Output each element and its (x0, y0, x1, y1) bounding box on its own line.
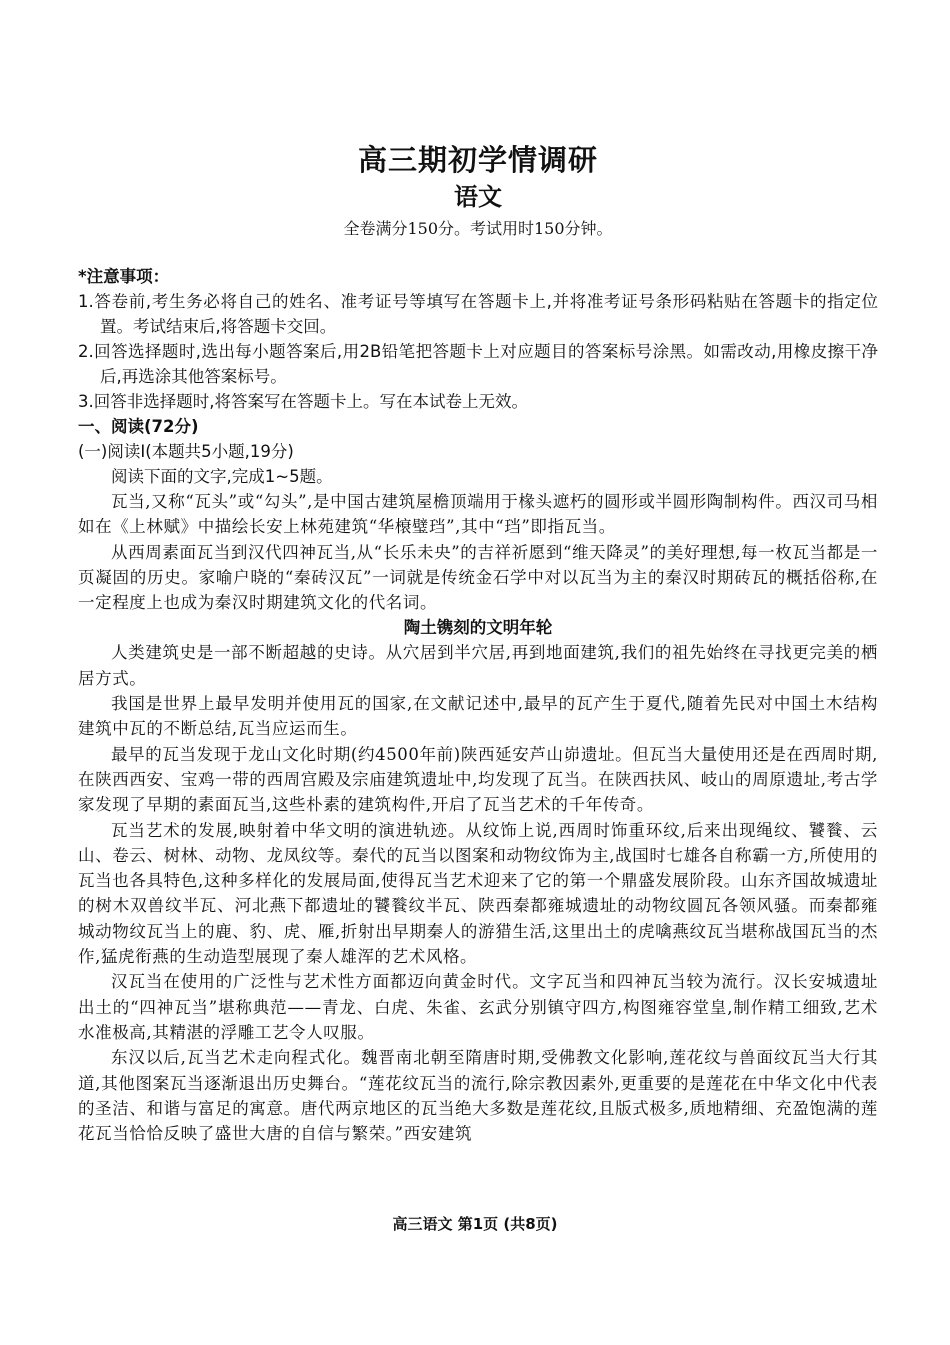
intro-paragraph-1: 瓦当,又称“瓦头”或“勾头”,是中国古建筑屋檐顶端用于椽头遮朽的圆形或半圆形陶制构件。西汉司马相如在《上林赋》中描绘长安上林苑建筑“华榱璧珰”,其中“珰”即指瓦当。 (78, 492, 878, 537)
notice-item-1: 1.答卷前,考生务必将自己的姓名、准考证号等填写在答题卡上,并将准考证号条形码粘贴在答题卡的指定位置。考试结束后,将答题卡交回。 (78, 292, 878, 336)
section-title: 一、阅读(72分) (78, 417, 199, 436)
notice-block (78, 264, 878, 414)
article-title: 陶土镌刻的文明年轮 (403, 618, 553, 638)
notice-item-3: 3.回答非选择题时,将答案写在答题卡上。写在本试卷上无效。 (78, 392, 528, 411)
article-paragraph-5: 汉瓦当在使用的广泛性与艺术性方面都迈向黄金时代。文字瓦当和四神瓦当较为流行。汉长安城遗址出土的“四神瓦当”堪称典范——青龙、白虎、朱雀、玄武分别镇守四方,构图雍容堂皇,制作精工细致,艺术水准极高,其精湛的浮雕工艺令人叹服。 (78, 972, 878, 1042)
intro-paragraph-2: 从西周素面瓦当到汉代四神瓦当,从“长乐未央”的吉祥祈愿到“维天降灵”的美好理想,每一枚瓦当都是一页凝固的历史。家喻户晓的“秦砖汉瓦”一词就是传统金石学中对以瓦当为主的秦汉时期砖瓦的概括俗称,在一定程度上也成为秦汉时期建筑文化的代名词。 (78, 542, 878, 613)
page-footer: 高三语文 第1页 (共8页) (392, 1215, 558, 1233)
score-info: 全卷满分150分。考试用时150分钟。 (343, 219, 613, 238)
subject-title: 语文 (454, 182, 502, 211)
article-paragraph-3: 最早的瓦当发现于龙山文化时期(约4500年前)陕西延安芦山峁遗址。但瓦当大量使用还是在西周时期,在陕西西安、宝鸡一带的西周宫殿及宗庙建筑遗址中,均发现了瓦当。在陕西扶风、岐山的周原遗址,考古学家发现了早期的素面瓦当,这些朴素的建筑构件,开启了瓦当艺术的千年传奇。 (78, 744, 878, 815)
sub-section-title: (一)阅读Ⅰ(本题共5小题,19分) (78, 442, 294, 461)
article-paragraph-6: 东汉以后,瓦当艺术走向程式化。魏晋南北朝至隋唐时期,受佛教文化影响,莲花纹与兽面纹瓦当大行其道,其他图案瓦当逐渐退出历史舞台。“莲花纹瓦当的流行,除宗教因素外,更重要的是莲花在中华文化中代表的圣洁、和谐与富足的寓意。唐代两京地区的瓦当绝大多数是莲花纹,且版式极多,质地精细、充盈饱满的莲花瓦当恰恰反映了盛世大唐的自信与繁荣。”西安建筑 (78, 1048, 878, 1144)
notice-heading: *注意事项： (78, 267, 170, 286)
article-paragraph-4: 瓦当艺术的发展,映射着中华文明的演进轨迹。从纹饰上说,西周时饰重环纹,后来出现绳纹、饕餮、云山、卷云、树林、动物、龙凤纹等。秦代的瓦当以图案和动物纹饰为主,战国时七雄各自称霸一方,所使用的瓦当也各具特色,这种多样化的发展局面,使得瓦当艺术迎来了它的第一个鼎盛发展阶段。山东齐国故城遗址的树木双兽纹半瓦、河北燕下都遗址的饕餮纹半瓦、陕西秦都雍城遗址的动物纹圆瓦各领风骚。而秦都雍城动物纹瓦当上的鹿、豹、虎、雁,折射出早期秦人的游猎生活,这里出土的虎噙燕纹瓦当堪称战国瓦当的杰作,猛虎衔燕的生动造型展现了秦人雄浑的艺术风格。 (78, 820, 878, 967)
reading-instruction: 阅读下面的文字,完成1~5题。 (111, 467, 333, 486)
exam-title: 高三期初学情调研 (357, 143, 598, 177)
notice-item-2: 2.回答选择题时,选出每小题答案后,用2B铅笔把答题卡上对应题目的答案标号涂黑。如需改动,用橡皮擦干净后,再选涂其他答案标号。 (78, 342, 878, 386)
article-paragraph-2: 我国是世界上最早发明并使用瓦的国家,在文献记述中,最早的瓦产生于夏代,随着先民对中国土木结构建筑中瓦的不断总结,瓦当应运而生。 (78, 694, 878, 739)
article-paragraph-1: 人类建筑史是一部不断超越的史诗。从穴居到半穴居,再到地面建筑,我们的祖先始终在寻找更完美的栖居方式。 (78, 643, 878, 688)
exam-page (78, 140, 878, 1146)
